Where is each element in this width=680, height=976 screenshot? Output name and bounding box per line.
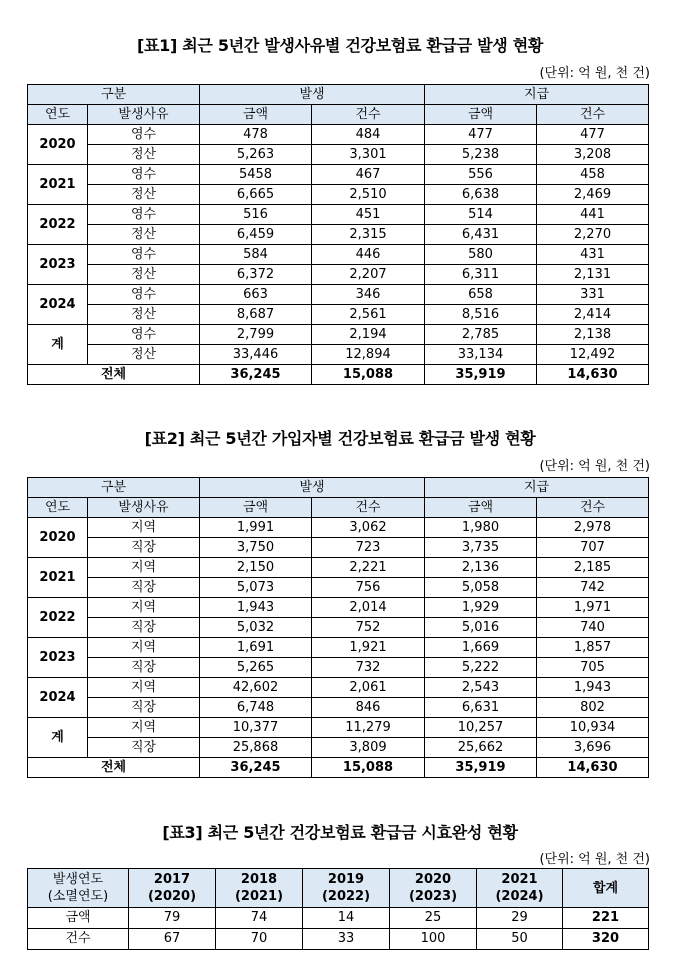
table-row — [28, 265, 649, 285]
table-row — [28, 618, 649, 638]
table-cell: 10,934 — [537, 718, 649, 738]
table-cell: 663 — [200, 285, 312, 305]
table-cell: 2,785 — [425, 325, 537, 345]
total-cell: 36,245 — [200, 758, 312, 778]
table-cell: 1,971 — [537, 598, 649, 618]
year-cell: 계 — [28, 325, 88, 365]
total-cell: 15,088 — [312, 758, 425, 778]
table-cell: 431 — [537, 245, 649, 265]
table-cell: 3,696 — [537, 738, 649, 758]
table-row — [28, 929, 649, 950]
table-cell: 740 — [537, 618, 649, 638]
reason-cell: 지역 — [88, 718, 200, 738]
table-cell: 705 — [537, 658, 649, 678]
table-row — [28, 165, 649, 185]
table-row — [28, 225, 649, 245]
table-cell: 3,208 — [537, 145, 649, 165]
table-cell: 74 — [216, 908, 303, 929]
table-cell: 1,921 — [312, 638, 425, 658]
reason-cell: 정산 — [88, 345, 200, 365]
sum-header: 합계 — [563, 869, 649, 908]
table1-body — [28, 125, 649, 385]
table-row — [28, 325, 649, 345]
table-cell: 451 — [312, 205, 425, 225]
table-row — [28, 538, 649, 558]
table-cell: 8,516 — [425, 305, 537, 325]
table-cell: 10,377 — [200, 718, 312, 738]
table-cell: 1,991 — [200, 518, 312, 538]
table-cell: 2,543 — [425, 678, 537, 698]
table-cell: 3,301 — [312, 145, 425, 165]
table-cell: 2,315 — [312, 225, 425, 245]
table-cell: 10,257 — [425, 718, 537, 738]
table-cell: 2,221 — [312, 558, 425, 578]
group-header: 구분 — [28, 478, 200, 498]
table-cell: 584 — [200, 245, 312, 265]
table2-unit-label: (단위: 억 원, 천 건) — [539, 459, 650, 474]
reason-cell: 정산 — [88, 305, 200, 325]
year-2021-header: 2021 (2024) — [477, 869, 563, 908]
table-cell: 25,662 — [425, 738, 537, 758]
total-cell: 35,919 — [425, 758, 537, 778]
reason-cell: 지역 — [88, 598, 200, 618]
table-row — [28, 518, 649, 538]
table-cell: 5,238 — [425, 145, 537, 165]
year-cell: 2020 — [28, 518, 88, 558]
table-cell: 3,750 — [200, 538, 312, 558]
table-cell: 580 — [425, 245, 537, 265]
table-row — [28, 185, 649, 205]
reason-cell: 정산 — [88, 265, 200, 285]
table2 — [27, 477, 649, 778]
table-cell: 484 — [312, 125, 425, 145]
table-cell: 3,062 — [312, 518, 425, 538]
table-row — [28, 125, 649, 145]
table-cell: 2,414 — [537, 305, 649, 325]
table-cell: 2,138 — [537, 325, 649, 345]
occur-count-header: 건수 — [312, 105, 425, 125]
table-cell: 1,669 — [425, 638, 537, 658]
table-cell: 67 — [129, 929, 216, 950]
table-cell: 2,510 — [312, 185, 425, 205]
table-cell: 5,016 — [425, 618, 537, 638]
table-cell: 2,799 — [200, 325, 312, 345]
reason-cell: 직장 — [88, 738, 200, 758]
table-cell: 346 — [312, 285, 425, 305]
pay-amount-header: 금액 — [425, 498, 537, 518]
table-cell: 8,687 — [200, 305, 312, 325]
table-cell: 477 — [537, 125, 649, 145]
table-cell: 1,943 — [200, 598, 312, 618]
table-cell: 5,032 — [200, 618, 312, 638]
table-cell: 1,943 — [537, 678, 649, 698]
table-cell: 458 — [537, 165, 649, 185]
sum-cell: 221 — [563, 908, 649, 929]
reason-cell: 직장 — [88, 698, 200, 718]
reason-cell: 영수 — [88, 125, 200, 145]
year-header: 연도 — [28, 105, 88, 125]
total-cell: 14,630 — [537, 758, 649, 778]
table-cell: 29 — [477, 908, 563, 929]
table-cell: 3,809 — [312, 738, 425, 758]
reason-cell: 영수 — [88, 285, 200, 305]
table-cell: 658 — [425, 285, 537, 305]
table-row — [28, 205, 649, 225]
table-cell: 79 — [129, 908, 216, 929]
table-cell: 5,222 — [425, 658, 537, 678]
table-cell: 516 — [200, 205, 312, 225]
total-row — [28, 365, 649, 385]
reason-cell: 영수 — [88, 325, 200, 345]
table-cell: 11,279 — [312, 718, 425, 738]
table-cell: 477 — [425, 125, 537, 145]
reason-cell: 직장 — [88, 538, 200, 558]
table-row — [28, 305, 649, 325]
table-cell: 514 — [425, 205, 537, 225]
table3-title: [표3] 최근 5년간 건강보험료 환급금 시효완성 현황 — [162, 823, 518, 842]
table3-corner-header: 발생연도 (소멸연도) — [28, 869, 129, 908]
table-cell: 2,131 — [537, 265, 649, 285]
reason-cell: 직장 — [88, 578, 200, 598]
table-cell: 50 — [477, 929, 563, 950]
table-cell: 802 — [537, 698, 649, 718]
sum-cell: 320 — [563, 929, 649, 950]
pay-header: 지급 — [425, 85, 649, 105]
table-cell: 441 — [537, 205, 649, 225]
table2-title: [표2] 최근 5년간 가입자별 건강보험료 환급금 발생 현황 — [144, 429, 536, 448]
year-cell: 2022 — [28, 598, 88, 638]
table-cell: 2,061 — [312, 678, 425, 698]
occur-amount-header: 금액 — [200, 498, 312, 518]
table-cell: 6,459 — [200, 225, 312, 245]
table-row — [28, 598, 649, 618]
table-cell: 100 — [390, 929, 477, 950]
table-cell: 1,980 — [425, 518, 537, 538]
reason-cell: 영수 — [88, 165, 200, 185]
year-cell: 2024 — [28, 678, 88, 718]
table-cell: 70 — [216, 929, 303, 950]
table-cell: 6,431 — [425, 225, 537, 245]
pay-header: 지급 — [425, 478, 649, 498]
table-row — [28, 558, 649, 578]
table-row — [28, 908, 649, 929]
table-cell: 3,735 — [425, 538, 537, 558]
table-cell: 467 — [312, 165, 425, 185]
table-cell: 1,929 — [425, 598, 537, 618]
table-row — [28, 738, 649, 758]
reason-cell: 지역 — [88, 518, 200, 538]
table-cell: 5,265 — [200, 658, 312, 678]
table-row — [28, 245, 649, 265]
reason-cell: 영수 — [88, 245, 200, 265]
table-cell: 2,978 — [537, 518, 649, 538]
table-cell: 6,372 — [200, 265, 312, 285]
table-row — [28, 145, 649, 165]
table-cell: 14 — [303, 908, 390, 929]
table-cell: 33,134 — [425, 345, 537, 365]
pay-count-header: 건수 — [537, 105, 649, 125]
table-cell: 846 — [312, 698, 425, 718]
reason-header: 발생사유 — [88, 498, 200, 518]
table-cell: 742 — [537, 578, 649, 598]
table-cell: 2,469 — [537, 185, 649, 205]
table-cell: 2,207 — [312, 265, 425, 285]
table-row — [28, 698, 649, 718]
year-cell: 2024 — [28, 285, 88, 325]
table-cell: 6,638 — [425, 185, 537, 205]
year-cell: 2023 — [28, 245, 88, 285]
reason-cell: 직장 — [88, 658, 200, 678]
table-cell: 2,014 — [312, 598, 425, 618]
table-cell: 1,857 — [537, 638, 649, 658]
year-cell: 2020 — [28, 125, 88, 165]
reason-cell: 정산 — [88, 225, 200, 245]
table-cell: 723 — [312, 538, 425, 558]
table-row — [28, 658, 649, 678]
table1-unit-label: (단위: 억 원, 천 건) — [539, 66, 650, 81]
table-cell: 2,150 — [200, 558, 312, 578]
total-cell: 36,245 — [200, 365, 312, 385]
row-label: 건수 — [28, 929, 129, 950]
year-cell: 계 — [28, 718, 88, 758]
table-cell: 707 — [537, 538, 649, 558]
year-2017-header: 2017 (2020) — [129, 869, 216, 908]
reason-cell: 직장 — [88, 618, 200, 638]
reason-header: 발생사유 — [88, 105, 200, 125]
table-row — [28, 638, 649, 658]
table-cell: 2,185 — [537, 558, 649, 578]
year-cell: 2021 — [28, 558, 88, 598]
reason-cell: 지역 — [88, 558, 200, 578]
reason-cell: 정산 — [88, 185, 200, 205]
year-2018-header: 2018 (2021) — [216, 869, 303, 908]
occur-header: 발생 — [200, 85, 425, 105]
table-cell: 5,073 — [200, 578, 312, 598]
table-cell: 5,058 — [425, 578, 537, 598]
year-2019-header: 2019 (2022) — [303, 869, 390, 908]
table1-title: [표1] 최근 5년간 발생사유별 건강보험료 환급금 발생 현황 — [136, 36, 544, 55]
table-cell: 752 — [312, 618, 425, 638]
table-cell: 331 — [537, 285, 649, 305]
table3 — [27, 868, 649, 950]
table-row — [28, 285, 649, 305]
table-cell: 5458 — [200, 165, 312, 185]
row-label: 금액 — [28, 908, 129, 929]
total-label: 전체 — [28, 758, 200, 778]
total-cell: 15,088 — [312, 365, 425, 385]
table-cell: 25,868 — [200, 738, 312, 758]
table-cell: 25 — [390, 908, 477, 929]
table-cell: 42,602 — [200, 678, 312, 698]
table-cell: 12,492 — [537, 345, 649, 365]
occur-amount-header: 금액 — [200, 105, 312, 125]
table-cell: 2,194 — [312, 325, 425, 345]
total-cell: 35,919 — [425, 365, 537, 385]
year-2020-header: 2020 (2023) — [390, 869, 477, 908]
year-header: 연도 — [28, 498, 88, 518]
table2-body — [28, 518, 649, 778]
table-cell: 2,270 — [537, 225, 649, 245]
year-cell: 2021 — [28, 165, 88, 205]
table-row — [28, 345, 649, 365]
table-cell: 2,561 — [312, 305, 425, 325]
table-row — [28, 678, 649, 698]
reason-cell: 지역 — [88, 638, 200, 658]
total-cell: 14,630 — [537, 365, 649, 385]
table-cell: 556 — [425, 165, 537, 185]
reason-cell: 정산 — [88, 145, 200, 165]
occur-count-header: 건수 — [312, 498, 425, 518]
table-cell: 6,748 — [200, 698, 312, 718]
group-header: 구분 — [28, 85, 200, 105]
table1 — [27, 84, 649, 385]
table-cell: 6,631 — [425, 698, 537, 718]
table3-unit-label: (단위: 억 원, 천 건) — [539, 852, 650, 867]
table-cell: 1,691 — [200, 638, 312, 658]
table-cell: 732 — [312, 658, 425, 678]
total-row — [28, 758, 649, 778]
table-cell: 12,894 — [312, 345, 425, 365]
year-cell: 2023 — [28, 638, 88, 678]
table-cell: 2,136 — [425, 558, 537, 578]
reason-cell: 지역 — [88, 678, 200, 698]
year-cell: 2022 — [28, 205, 88, 245]
table-cell: 33,446 — [200, 345, 312, 365]
table-row — [28, 718, 649, 738]
table-cell: 33 — [303, 929, 390, 950]
table-row — [28, 578, 649, 598]
pay-count-header: 건수 — [537, 498, 649, 518]
pay-amount-header: 금액 — [425, 105, 537, 125]
reason-cell: 영수 — [88, 205, 200, 225]
table-cell: 6,665 — [200, 185, 312, 205]
table-cell: 478 — [200, 125, 312, 145]
occur-header: 발생 — [200, 478, 425, 498]
total-label: 전체 — [28, 365, 200, 385]
table-cell: 446 — [312, 245, 425, 265]
table-cell: 5,263 — [200, 145, 312, 165]
table-cell: 756 — [312, 578, 425, 598]
table-cell: 6,311 — [425, 265, 537, 285]
